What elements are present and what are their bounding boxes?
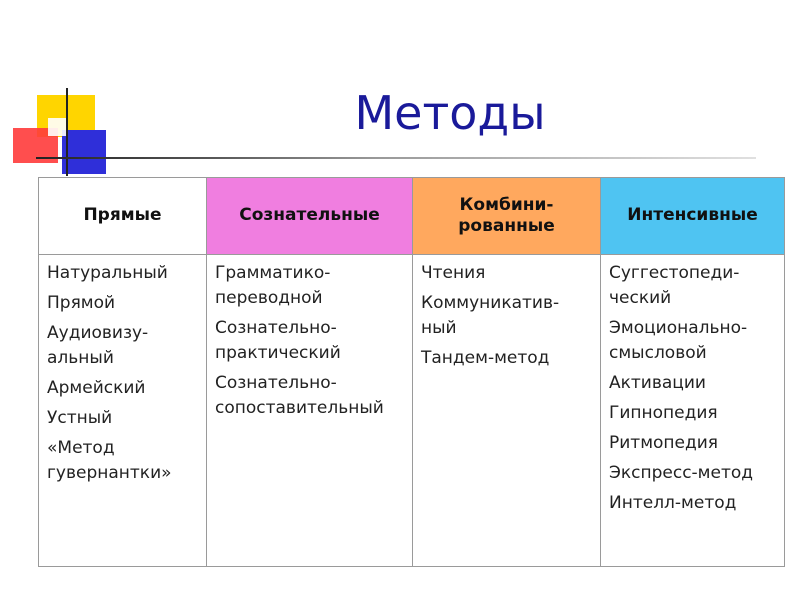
header-direct: Прямые [39, 178, 207, 255]
logo-square-blue [62, 130, 106, 174]
logo-vertical-line [66, 88, 68, 176]
page-title: Методы [354, 86, 546, 140]
list-item: Натуральный [47, 263, 168, 283]
list-item: Тандем-метод [421, 348, 550, 368]
title-underline [36, 157, 376, 159]
list-item: Гипнопедия [609, 403, 718, 423]
title-underline-fade [376, 157, 756, 159]
table-row [39, 255, 785, 567]
column-conscious-methods [207, 255, 413, 567]
list-item: Экспресс-метод [609, 463, 754, 483]
list-item: Активации [609, 373, 706, 393]
methods-table [38, 177, 785, 567]
logo-square-highlight [48, 118, 68, 136]
list-item: Эмоционально- смысловой [609, 318, 748, 363]
list-item: Коммуникатив- ный [421, 293, 560, 338]
header-conscious: Сознательные [207, 178, 413, 255]
header-intensive: Интенсивные [601, 178, 785, 255]
list-item: Сознательно- сопоставительный [215, 373, 384, 418]
list-item: Сознательно- практический [215, 318, 341, 363]
list-item: Интелл-метод [609, 493, 737, 513]
list-item: Грамматико- переводной [215, 263, 331, 308]
list-item: Прямой [47, 293, 116, 313]
column-intensive-methods [601, 255, 785, 567]
list-item: Ритмопедия [609, 433, 719, 453]
table-header-row [39, 178, 785, 255]
list-item: Аудиовизу- альный [47, 323, 149, 368]
list-item: Армейский [47, 378, 146, 398]
column-direct-methods [39, 255, 207, 567]
list-item: Суггестопеди- ческий [609, 263, 740, 308]
header-combined: Комбини- рованные [413, 178, 601, 255]
list-item: Чтения [421, 263, 486, 283]
list-item: «Метод гувернантки» [47, 438, 172, 483]
list-item: Устный [47, 408, 113, 428]
column-combined-methods [413, 255, 601, 567]
